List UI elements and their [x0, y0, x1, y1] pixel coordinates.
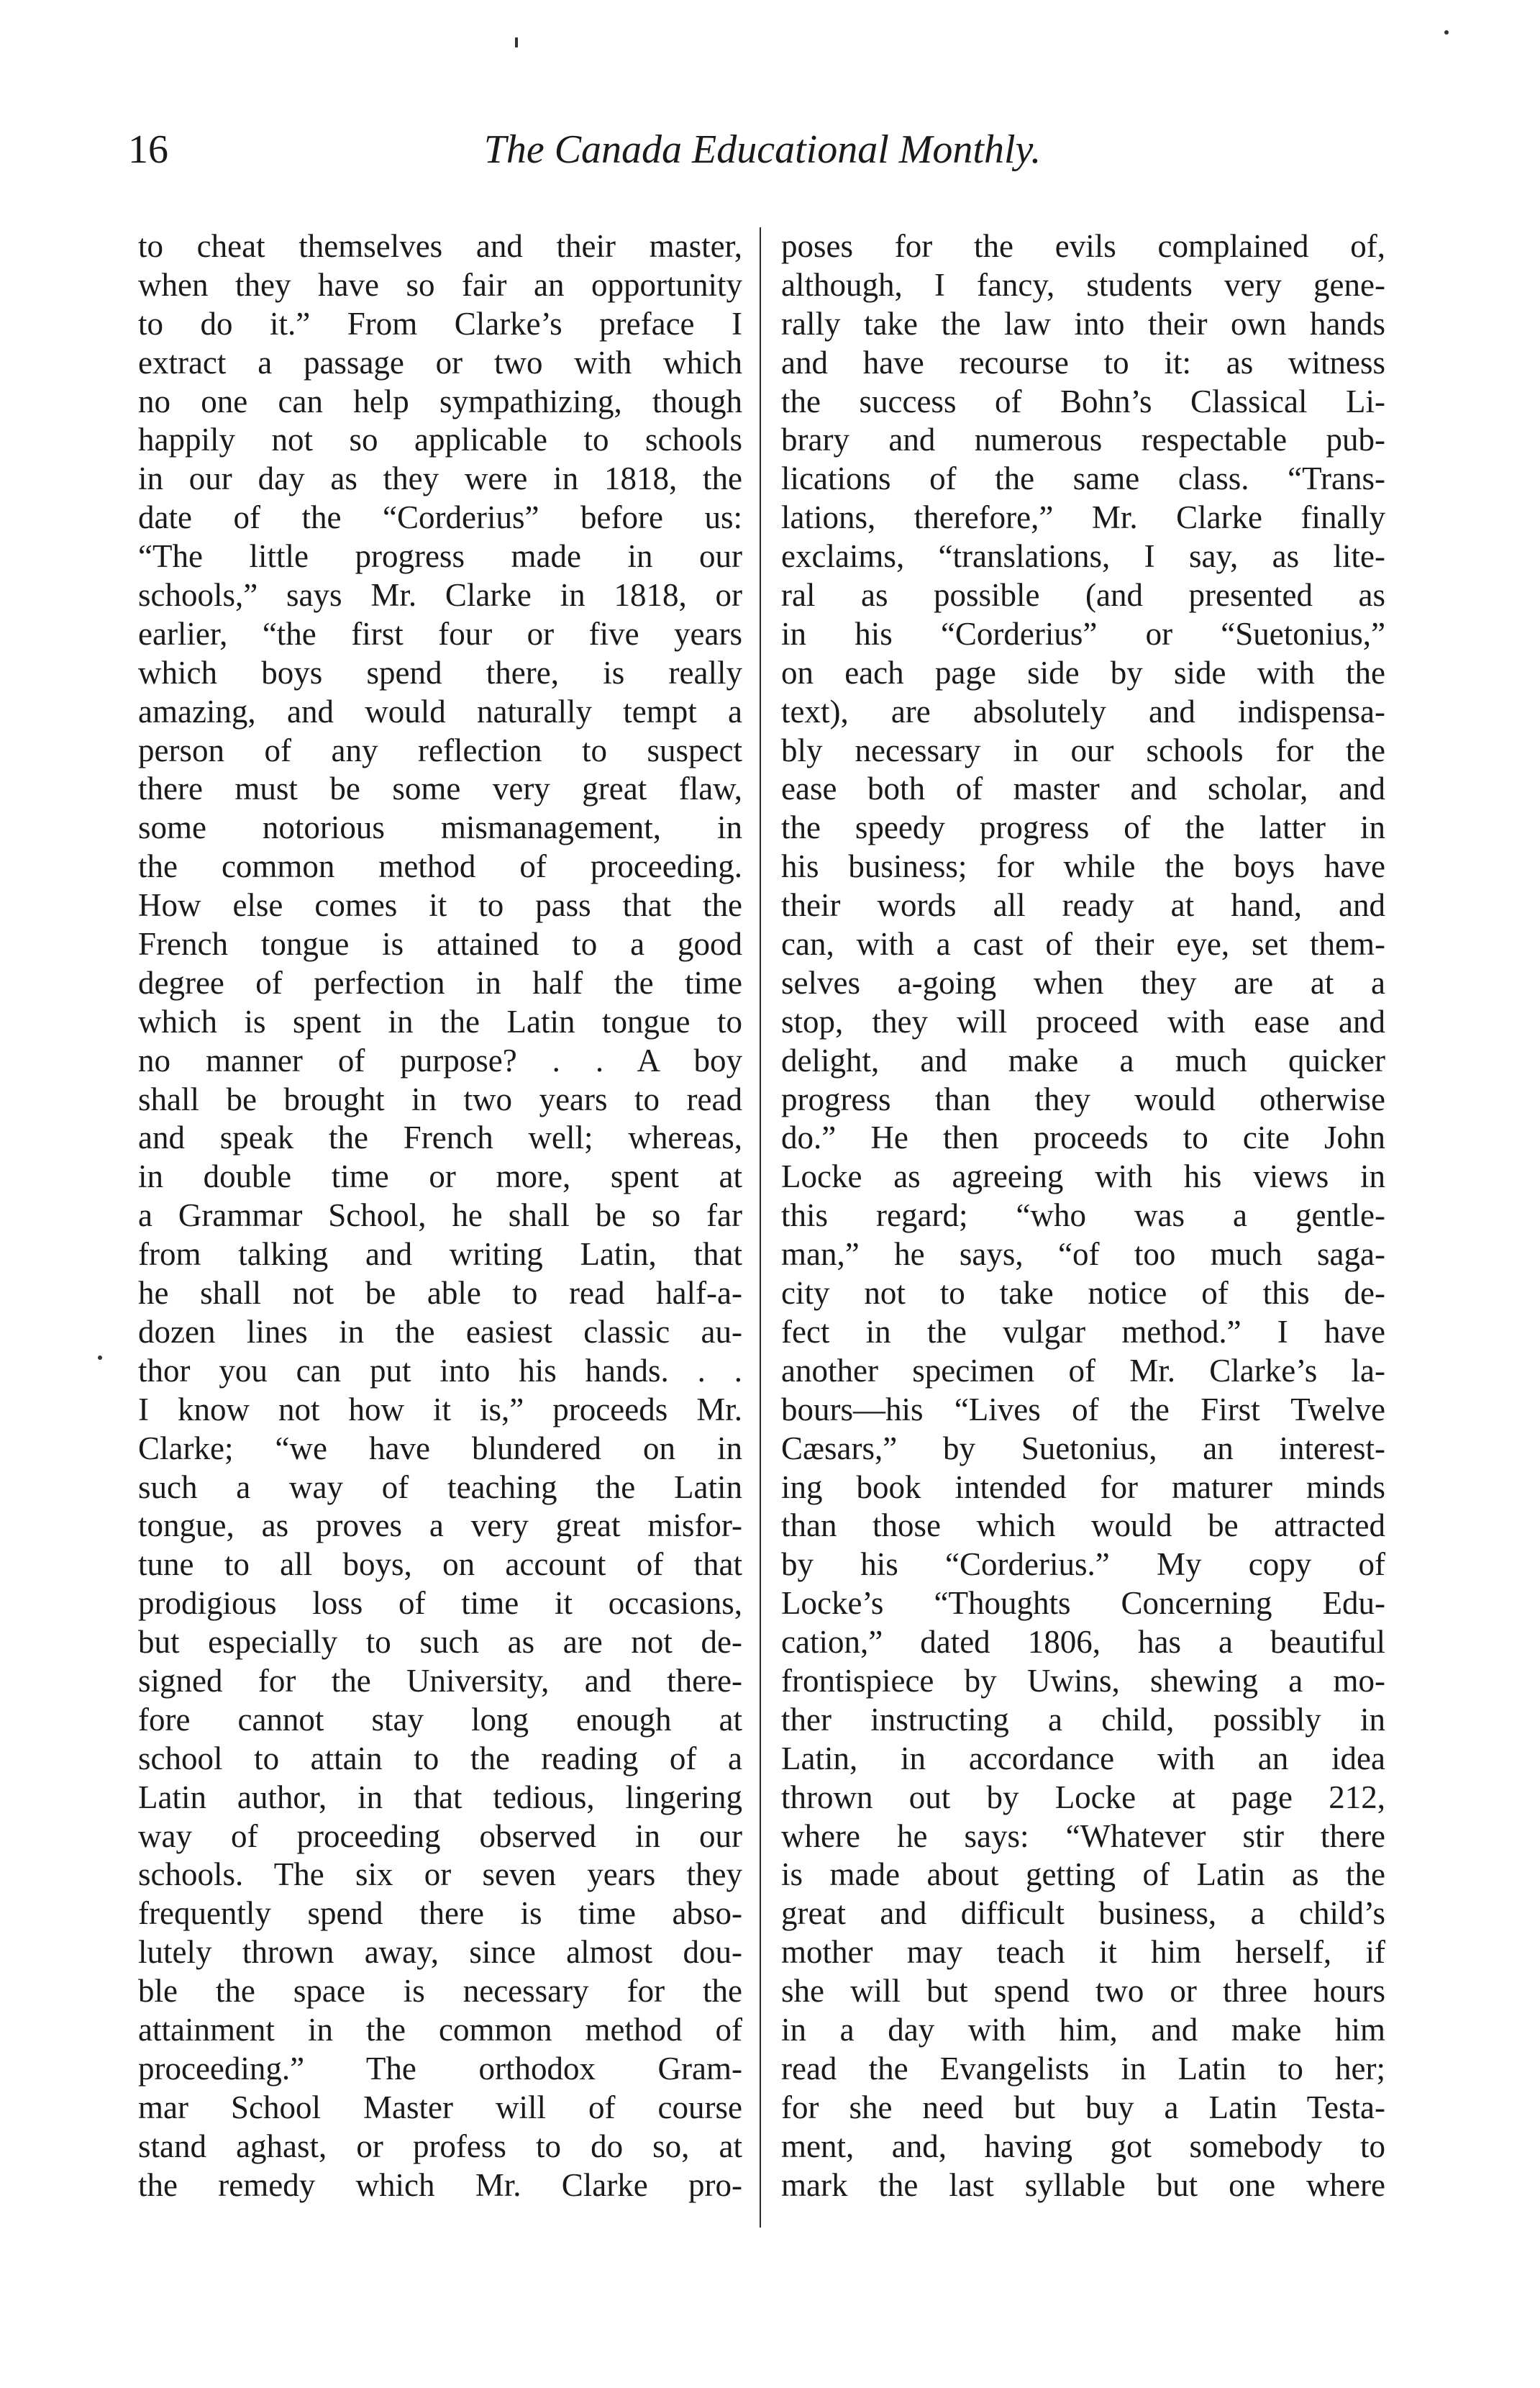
- left-column-line: earlier, “the first four or five years: [138, 615, 742, 652]
- left-column-line: I know not how it is,” proceeds Mr.: [138, 1391, 742, 1427]
- right-column-line: fect in the vulgar method.” I have: [781, 1313, 1385, 1350]
- left-column-line: and speak the French well; whereas,: [138, 1120, 742, 1156]
- right-column-line: by his “Corderius.” My copy of: [781, 1546, 1385, 1583]
- right-column-line: bours—his “Lives of the First Twelve: [781, 1391, 1385, 1427]
- left-column-line: which boys spend there, is really: [138, 654, 742, 691]
- left-column-line: the remedy which Mr. Clarke pro-: [138, 2166, 742, 2203]
- left-column-line: dozen lines in the easiest classic au-: [138, 1313, 742, 1350]
- right-column: [781, 227, 1385, 2205]
- right-column-line: delight, and make a much quicker: [781, 1042, 1385, 1079]
- right-column-line: city not to take notice of this de-: [781, 1275, 1385, 1312]
- left-column-line: in our day as they were in 1818, the: [138, 460, 742, 497]
- left-column-line: the common method of proceeding.: [138, 848, 742, 885]
- right-column-line: cation,” dated 1806, has a beautiful: [781, 1624, 1385, 1661]
- right-column-line: is made about getting of Latin as the: [781, 1856, 1385, 1893]
- left-column-line: degree of perfection in half the time: [138, 964, 742, 1001]
- right-column-line: Locke’s “Thoughts Concerning Edu-: [781, 1585, 1385, 1622]
- right-column-line: stop, they will proceed with ease and: [781, 1003, 1385, 1040]
- right-column-line: Latin, in accordance with an idea: [781, 1740, 1385, 1776]
- right-column-line: thrown out by Locke at page 212,: [781, 1779, 1385, 1815]
- left-column-line: no one can help sympathizing, though: [138, 383, 742, 419]
- running-head-title: The Canada Educational Monthly.: [483, 127, 1042, 172]
- right-column-line: ther instructing a child, possibly in: [781, 1701, 1385, 1738]
- right-column-line: in a day with him, and make him: [781, 2011, 1385, 2048]
- left-column-line: he shall not be able to read half-a-: [138, 1275, 742, 1312]
- left-column-line: but especially to such as are not de-: [138, 1624, 742, 1661]
- left-column-line: How else comes it to pass that the: [138, 887, 742, 924]
- left-column-line: attainment in the common method of: [138, 2011, 742, 2048]
- right-column-line: another specimen of Mr. Clarke’s la-: [781, 1352, 1385, 1389]
- left-column-line: Latin author, in that tedious, lingering: [138, 1779, 742, 1815]
- right-column-line: exclaims, “translations, I say, as lite-: [781, 538, 1385, 575]
- left-column-line: way of proceeding observed in our: [138, 1817, 742, 1854]
- scan-speck: [98, 1356, 102, 1360]
- left-column-line: a Grammar School, he shall be so far: [138, 1197, 742, 1234]
- right-column-line: although, I fancy, students very gene-: [781, 266, 1385, 303]
- right-column-line: this regard; “who was a gentle-: [781, 1197, 1385, 1234]
- left-column-line: date of the “Corderius” before us:: [138, 499, 742, 536]
- right-column-line: ease both of master and scholar, and: [781, 771, 1385, 807]
- right-column-line: man,” he says, “of too much saga-: [781, 1236, 1385, 1273]
- left-column-line: such a way of teaching the Latin: [138, 1468, 742, 1505]
- left-column-line: in double time or more, spent at: [138, 1158, 742, 1195]
- left-column-line: when they have so fair an opportunity: [138, 266, 742, 303]
- left-column-line: thor you can put into his hands. . .: [138, 1352, 742, 1389]
- right-column-line: progress than they would otherwise: [781, 1081, 1385, 1117]
- right-column-line: on each page side by side with the: [781, 654, 1385, 691]
- left-column-line: stand aghast, or profess to do so, at: [138, 2128, 742, 2164]
- left-column-line: French tongue is attained to a good: [138, 926, 742, 963]
- right-column-line: read the Evangelists in Latin to her;: [781, 2050, 1385, 2087]
- left-column-line: which is spent in the Latin tongue to: [138, 1003, 742, 1040]
- left-column-line: mar School Master will of course: [138, 2089, 742, 2125]
- right-column-line: his business; for while the boys have: [781, 848, 1385, 885]
- left-column-line: proceeding.” The orthodox Gram-: [138, 2050, 742, 2087]
- left-column-line: person of any reflection to suspect: [138, 732, 742, 768]
- right-column-line: where he says: “Whatever stir there: [781, 1817, 1385, 1854]
- left-column-line: “The little progress made in our: [138, 538, 742, 575]
- right-column-line: Cæsars,” by Suetonius, an interest-: [781, 1430, 1385, 1466]
- left-column-line: to do it.” From Clarke’s preface I: [138, 305, 742, 342]
- right-column-line: the speedy progress of the latter in: [781, 809, 1385, 846]
- left-column-line: tune to all boys, on account of that: [138, 1546, 742, 1583]
- right-column-line: mother may teach it him herself, if: [781, 1934, 1385, 1971]
- left-column-line: frequently spend there is time abso-: [138, 1895, 742, 1932]
- left-column: [138, 227, 742, 2205]
- left-column-line: school to attain to the reading of a: [138, 1740, 742, 1776]
- right-column-line: for she need but buy a Latin Testa-: [781, 2089, 1385, 2125]
- right-column-line: frontispiece by Uwins, shewing a mo-: [781, 1662, 1385, 1699]
- left-column-line: shall be brought in two years to read: [138, 1081, 742, 1117]
- scan-speck: [515, 37, 518, 47]
- right-column-line: rally take the law into their own hands: [781, 305, 1385, 342]
- right-column-line: mark the last syllable but one where: [781, 2166, 1385, 2203]
- right-column-line: brary and numerous respectable pub-: [781, 422, 1385, 458]
- right-column-line: Locke as agreeing with his views in: [781, 1158, 1385, 1195]
- left-column-line: schools,” says Mr. Clarke in 1818, or: [138, 577, 742, 614]
- right-column-line: bly necessary in our schools for the: [781, 732, 1385, 768]
- right-column-line: their words all ready at hand, and: [781, 887, 1385, 924]
- left-column-line: amazing, and would naturally tempt a: [138, 693, 742, 730]
- left-column-line: tongue, as proves a very great misfor-: [138, 1507, 742, 1544]
- right-column-line: than those which would be attracted: [781, 1507, 1385, 1544]
- right-column-line: text), are absolutely and indispensa-: [781, 693, 1385, 730]
- right-column-line: do.” He then proceeds to cite John: [781, 1120, 1385, 1156]
- right-column-line: ment, and, having got somebody to: [781, 2128, 1385, 2164]
- right-column-line: she will but spend two or three hours: [781, 1973, 1385, 2010]
- right-column-line: lications of the same class. “Trans-: [781, 460, 1385, 497]
- page-number: 16: [128, 127, 168, 172]
- left-column-line: to cheat themselves and their master,: [138, 228, 742, 264]
- right-column-line: selves a-going when they are at a: [781, 964, 1385, 1001]
- right-column-line: the success of Bohn’s Classical Li-: [781, 383, 1385, 419]
- left-column-line: some notorious mismanagement, in: [138, 809, 742, 846]
- right-column-line: poses for the evils complained of,: [781, 228, 1385, 264]
- left-column-line: schools. The six or seven years they: [138, 1856, 742, 1893]
- left-column-line: fore cannot stay long enough at: [138, 1701, 742, 1738]
- right-column-line: lations, therefore,” Mr. Clarke finally: [781, 499, 1385, 536]
- right-column-line: great and difficult business, a child’s: [781, 1895, 1385, 1932]
- left-column-line: Clarke; “we have blundered on in: [138, 1430, 742, 1466]
- left-column-line: extract a passage or two with which: [138, 344, 742, 381]
- scan-speck: [1444, 30, 1449, 35]
- left-column-line: prodigious loss of time it occasions,: [138, 1585, 742, 1622]
- right-column-line: ing book intended for maturer minds: [781, 1468, 1385, 1505]
- right-column-line: in his “Corderius” or “Suetonius,”: [781, 615, 1385, 652]
- left-column-line: no manner of purpose? . . A boy: [138, 1042, 742, 1079]
- left-column-line: lutely thrown away, since almost dou-: [138, 1934, 742, 1971]
- left-column-line: signed for the University, and there-: [138, 1662, 742, 1699]
- left-column-line: happily not so applicable to schools: [138, 422, 742, 458]
- right-column-line: ral as possible (and presented as: [781, 577, 1385, 614]
- left-column-line: ble the space is necessary for the: [138, 1973, 742, 2010]
- left-column-line: there must be some very great flaw,: [138, 771, 742, 807]
- left-column-line: from talking and writing Latin, that: [138, 1236, 742, 1273]
- right-column-line: can, with a cast of their eye, set them-: [781, 926, 1385, 963]
- column-divider: [760, 227, 761, 2228]
- right-column-line: and have recourse to it: as witness: [781, 344, 1385, 381]
